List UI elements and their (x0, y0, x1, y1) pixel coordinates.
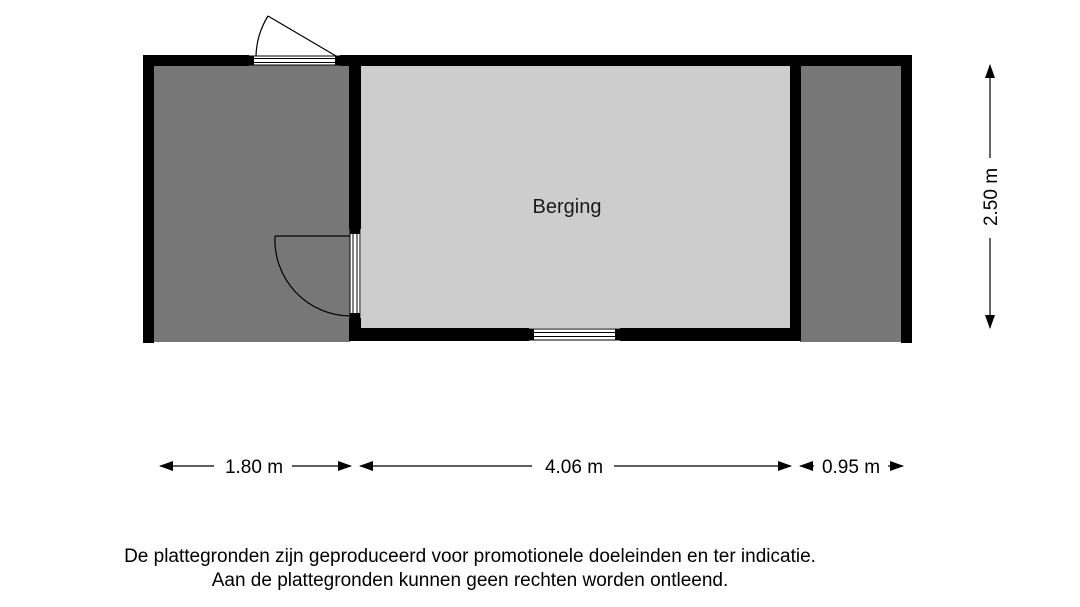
dimension-right-label: 0.95 m (821, 457, 881, 478)
dimension-height-label: 2.50 m (981, 167, 1002, 227)
top-window (249, 56, 340, 65)
top-door-swing (256, 16, 336, 56)
dimension-left (160, 457, 351, 478)
dimension-middle-label: 4.06 m (544, 457, 604, 478)
disclaimer-line-2: Aan de plattegronden kunnen geen rechten worden ontleend. (211, 570, 729, 591)
right-zone-fill (800, 65, 902, 342)
dimension-height (981, 65, 1002, 328)
dimension-middle (360, 457, 791, 478)
left-zone-fill (154, 65, 350, 342)
bottom-window (529, 329, 620, 340)
disclaimer-line-1: De plattegronden zijn geproduceerd voor promotionele doeleinden en ter indicatie. (124, 546, 816, 567)
dimension-right (800, 457, 903, 478)
room-label-berging: Berging (532, 196, 602, 218)
side-door-frame (350, 229, 360, 318)
dimension-left-label: 1.80 m (224, 457, 284, 478)
